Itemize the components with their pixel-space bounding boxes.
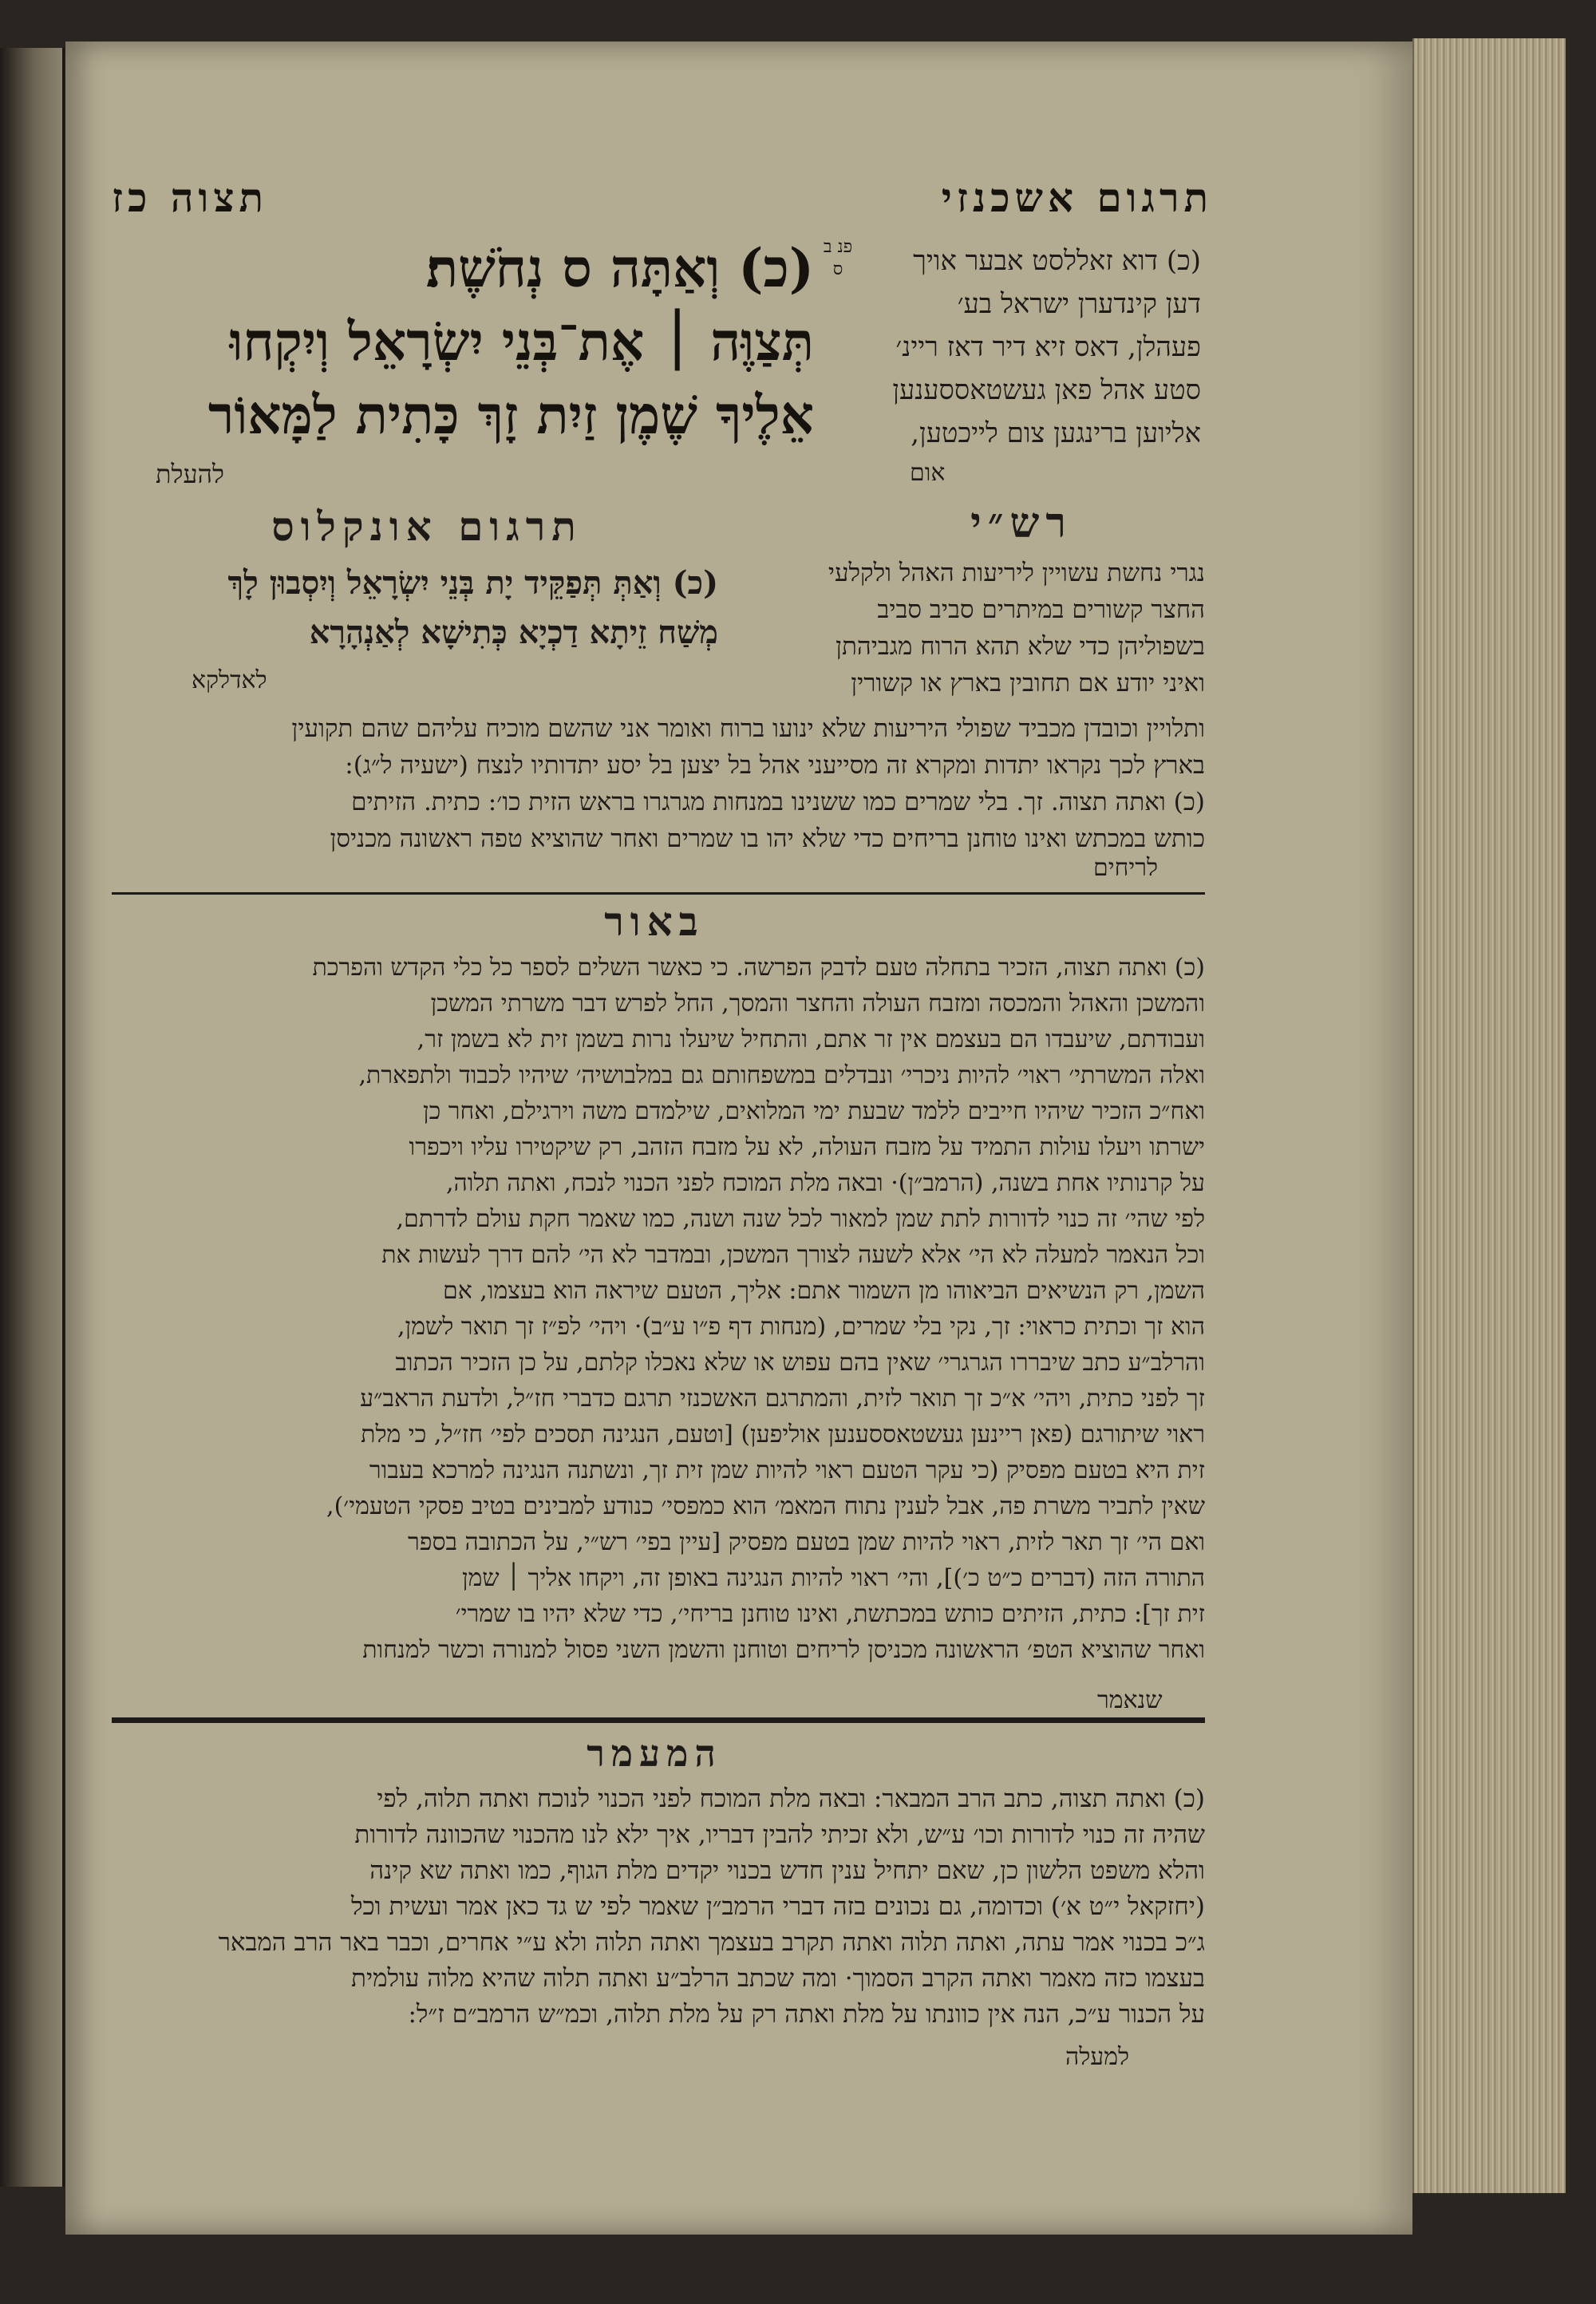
meamar-catchword: למעלה (1065, 2043, 1130, 2071)
biur-line: ראוי שיתורגם (פאן ריינען געשטאססענען אוליפען) [וטעם, הנגינה תסכים לפי׳ חז״ל, כי מלת (361, 1421, 1205, 1448)
yiddish-catchword: אום (910, 459, 946, 487)
torah-verse (112, 231, 853, 471)
biur-line: וכל הנאמר למעלה לא הי׳ אלא לשעה לצורך המשכן, ובמדבר לא הי׳ להם דרך לעשות את (381, 1241, 1205, 1269)
rashi-line: בשפוליהן כדי שלא תהא הרוח מגביהתן (836, 632, 1205, 661)
yiddish-line: פעהלן, דאס זיא דיר דאז ריינ׳ (895, 331, 1201, 363)
onkelos-catchword-top: להעלת (156, 459, 224, 489)
meamar-line: והלא משפט הלשון כן, שאם יתחיל ענין חדש בכנוי יקדים מלת הגוף, כמו ואתה שא קינה (369, 1856, 1205, 1885)
cantillation-markers: פנ ב ס (823, 237, 853, 279)
rashi-line: כותש במכתש ואינו טוחנן בריחים כדי שלא יהו בו שמרים ואחר שהוציא טפה ראשונה מכניסן (330, 824, 1205, 853)
rashi-line: החצר קשורים במיתרים סביב סביב (877, 595, 1205, 624)
yiddish-line: אליוען ברינגען צום לייכטען, (911, 417, 1201, 449)
biur-catchword: שנאמר (1097, 1686, 1163, 1714)
rashi-line: נגרי נחשת עשויין ליריעות האהל ולקלעי (828, 559, 1205, 587)
biur-line: הוא זך וכתית כראוי: זך, נקי בלי שמרים, (מנחות דף פ״ו ע״ב)· ויהי׳ לפ״ז זך תואר לשמן, (397, 1313, 1205, 1341)
section-divider-thick (112, 1717, 1205, 1723)
biur-line: והרלב״ע כתב שיבררו הגרגרי׳ שאין בהם עפוש או שלא נאכלו קלתם, על כן הזכיר הכתוב (395, 1349, 1205, 1377)
biur-heading: באור (604, 898, 705, 945)
rashi-line: בארץ לכך נקראו יתדות ומקרא זה מסייעני אהל בל יצען בל יסע יתדותיו לנצח (ישעיה ל״ג): (345, 751, 1205, 780)
biur-line: זך לפני כתית, ויהי׳ א״כ זך תואר לזית, והמתרגם האשכנזי תרגם כדברי חז״ל, ולדעת הראב״ע (360, 1385, 1205, 1413)
biur-line: שאין לתביר משרת פה, אבל לענין נתוח המאמ׳ הוא כמפסי׳ כנודע למבינים בטיב פסקי הטעמי׳), (326, 1492, 1205, 1520)
biur-line: ואח״כ הזכיר שיהיו חייבים ללמד שבעת ימי המלואים, שילמדם משה וירגילם, ואחר כן (422, 1097, 1205, 1125)
biur-line: ואם הי׳ זך תאר לזית, ראוי להיות שמן בטעם מפסיק [עיין בפי׳ רש״י, על הכתובה בספר (408, 1528, 1205, 1556)
onkelos-translation (112, 559, 718, 694)
biur-commentary (112, 950, 1205, 1668)
biur-line: לפי שהי׳ זה כנוי לדורות לתת שמן למאור לכל שנה ושנה, כמו שאמר חקת עולם לדרתם, (396, 1205, 1205, 1233)
onkelos-catchword-bottom: לאדלקא (192, 666, 267, 694)
onkelos-heading: תרגום אונקלוס (271, 503, 583, 550)
biur-line: ואלה המשרתי׳ ראוי׳ להיות ניכרי׳ ונבדלים במשפחותם גם במלבושיה׳ שיהיו לכבוד ולתפארת, (358, 1061, 1205, 1089)
biur-line: השמן, רק הנשיאים הביאוהו מן השמור אתם: אליך, הטעם שיראה הוא בעצמו, אם (443, 1277, 1205, 1305)
verse-line: תְּצַוֶּה ׀ אֶת־בְּנֵי יִשְׂרָאֵל וְיִקְחוּ (229, 310, 814, 373)
yiddish-line: (כ) דוא זאללסט אבער אויך (913, 245, 1201, 277)
biur-line: ועבודתם, שיעבדו הם בעצמם אין זר אתם, והתחיל שיעלו נרות בשמן זית לא בשמן זר, (417, 1026, 1205, 1053)
book-title: תרגום אשכנזי (941, 173, 1213, 221)
biur-line: התורה הזה (דברים כ״ט כ׳)], והי׳ ראוי להיות הנגינה באופן זה, ויקחו אליך ׀ שמן (461, 1564, 1205, 1592)
onkelos-line: (כ) וְאַתְּ תְּפַקֵּיד יָת בְּנֵי יִשְׂרָאֵל וְיִסְבוּן לָךְ (227, 564, 718, 602)
rashi-line: ותלויין וכובדן מכביד שפולי היריעות שלא ינועו ברוח ואומר אני שהשם מוכיח עליהם שהם תקועין (291, 714, 1205, 743)
biur-line: והמשכן והאהל והמכסה ומזבח העולה והחצר והמסך, החל לפרש דבר משרתי המשכן (430, 990, 1205, 1018)
meamar-line: (יחזקאל י״ט א׳) וכדומה, גם נכונים בזה דברי הרמב״ן שאמר לפי ש גד כאן אמר ועשית וכל (350, 1892, 1205, 1921)
biur-line: זית היא בטעם מפסיק (כי עקר הטעם ראוי להיות שמן זית זך, ונשתנה הנגינה למרכא בעבור (369, 1456, 1205, 1484)
meamar-line: בעצמו כזה מאמר ואתה הקרב הסמוך· ומה שכתב הרלב״ע ואתה תלוה שהיא מלוה עולמית (351, 1964, 1205, 1993)
meamar-heading: המעמר (587, 1732, 722, 1775)
page-edges (1412, 38, 1566, 2193)
onkelos-line: מְשַׁח זֵיתָא דַכְיָא כְּתִישָׁא לְאַנְהָרָא (309, 614, 718, 651)
rashi-commentary (718, 555, 1205, 701)
running-head (112, 169, 1213, 225)
left-page-edge (0, 48, 65, 2187)
rashi-heading: רש״י (970, 499, 1073, 547)
biur-line: (כ) ואתה תצוה, הזכיר בתחלה טעם לדבק הפרשה. כי כאשר השלים לספר כל כלי הקדש והפרכת (312, 954, 1205, 982)
meamar-line: שהיה זה כנוי לדורות וכו׳ ע״ש, ולא זכיתי להבין דבריו, איך ילא לנו מהכנוי שהכוונה לדורות (354, 1820, 1205, 1849)
meamar-commentary (112, 1781, 1205, 2033)
parsha-header: תצוה כז (112, 173, 269, 221)
meamar-line: (כ) ואתה תצוה, כתב הרב המבאר: ובאה מלת המוכח לפני הכנוי לנוכח ואתה תלוה, לפי (377, 1784, 1205, 1813)
verse-line: (כ) וְאַתָּה ס נְחֹשֶׁת׃ (425, 237, 814, 299)
rashi-commentary-continued (112, 710, 1205, 857)
yiddish-line: דען קינדערן ישראל בע׳ (957, 288, 1201, 320)
yiddish-translation (834, 239, 1201, 455)
rashi-catchword: לריחים (1093, 854, 1158, 882)
biur-line: על קרנותיו אחת בשנה, (הרמב״ן)· ובאה מלת המוכח לפני הכנוי לנכח, ואתה תלוה, (445, 1169, 1205, 1197)
meamar-line: על הכנור ע״כ, הנה אין כוונתו על מלת ואתה רק על מלת תלוה, וכמ״ש הרמב״ם ז״ל: (408, 2000, 1205, 2029)
rashi-line: ואיני יודע אם תחובין בארץ או קשורין (851, 669, 1205, 698)
verse-line: אֵלֶיךָ שֶׁמֶן זַיִת זָךְ כָּתִית לַמָּאוֹר (207, 384, 814, 446)
yiddish-line: סטע אהל פאן געשטאססענען (892, 374, 1201, 406)
biur-line: ואחר שהוציא הטפ׳ הראשונה מכניסן לריחים וטוחנן והשמן השני פסול למנורה וכשר למנחות (362, 1636, 1205, 1664)
section-divider (112, 892, 1205, 895)
biur-line: ישרתו ויעלו עולות התמיד על מזבח העולה, לא על מזבח הזהב, רק שיקטירו עליו ויכפרו (409, 1133, 1205, 1161)
biur-line: זית זך]: כתית, הזיתים כותש במכתשת, ואינו טוחנן בריחי׳, כדי שלא יהיו בו שמרי׳ (455, 1600, 1205, 1628)
meamar-line: ג״כ בכנוי אמר עתה, ואתה תלוה ואתה תקרב בעצמך ואתה תלוה ולא ע״י אחרים, וכבר באר הרב המבאר (218, 1928, 1205, 1957)
rashi-line: (כ) ואתה תצוה. זך. בלי שמרים כמו ששנינו במנחות מגרגרו בראש הזית כו׳: כתית. הזיתים (351, 788, 1205, 816)
